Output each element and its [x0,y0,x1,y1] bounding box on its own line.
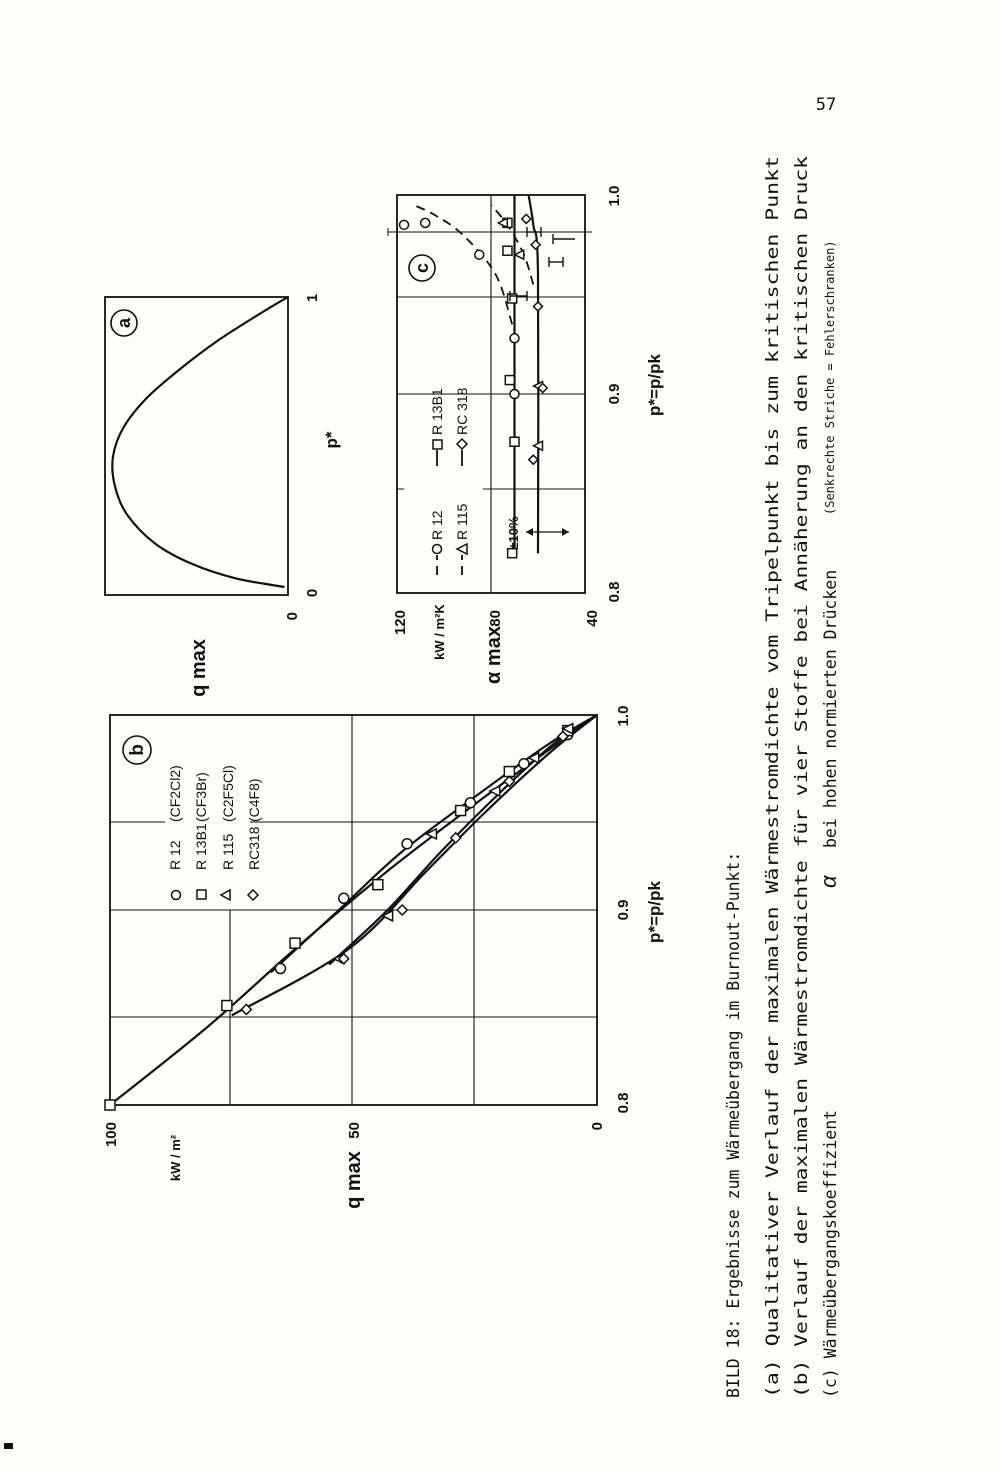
data-point-r13b1 [505,376,514,385]
data-point-rc318 [531,240,540,249]
data-point-r12 [421,218,430,227]
fit-curve-rc318 [232,715,597,1015]
data-point-r12 [275,964,285,974]
data-point-r13b1 [105,1100,115,1110]
panel-b-ytick-0: 0 [589,1122,606,1131]
panel-b-xtick-08: 0.8 [615,1092,632,1114]
legend-r115-marker [221,890,230,900]
panel-a-label: a [114,317,134,329]
legend-r13b1-name: R 13B1 [429,388,445,435]
panel-a-xtick-0: 0 [304,588,321,598]
scan-mark [4,1443,13,1449]
panel-a-ytick-0: 0 [284,612,301,621]
panel-a-curve [112,297,288,587]
panel-b-yunit: kW / m² [168,1134,183,1182]
panel-c-band-label: ±10% [506,516,521,550]
caption-alpha-symbol: α [816,875,841,888]
legend-r115-formula: (C2F5Cl) [220,765,236,822]
panel-c-xtick-10: 1.0 [606,185,623,207]
caption-title: BILD 18: Ergebnisse zum Wärmeübergang im Burnout-Punkt: [724,851,743,1398]
data-point-r13b1 [503,246,512,255]
panel-c-xlabel: p*=p/pk [645,354,664,416]
panel-c-label: c [412,262,432,274]
data-point-rc318 [529,455,538,464]
caption-line-c-rest: bei hohen normierten Drücken [821,569,840,848]
data-point-r13b1 [373,880,383,890]
data-point-r13b1 [510,437,519,446]
data-point-rc318 [397,905,407,915]
legend-r12-name: R 12 [429,510,445,540]
legend-rc318-name: RC 318 [454,387,470,435]
panel-b-xtick-09: 0.9 [615,899,632,921]
data-point-r12 [402,839,412,849]
data-point-r12 [339,893,349,903]
panel-a-xtick-1: 1 [304,293,321,303]
panel-c-ytick-120: 120 [392,610,409,636]
data-point-r12 [519,759,529,769]
caption-line-c-main: (c) Wärmeübergangskoeffizient [821,1109,840,1398]
legend-r13b1-formula: (CF3Br) [193,772,209,822]
legend-r13b1-marker [433,440,442,449]
panel-c-xtick-09: 0.9 [606,383,623,405]
panel-b-ytick-100: 100 [103,1122,120,1148]
data-point-rc318 [522,214,531,223]
data-point-rc318 [534,302,543,311]
panel-b-ytick-50: 50 [346,1122,363,1139]
panel-a-ylabel: q max [188,639,210,697]
legend-r13b1-name: R 13B1 [193,823,209,870]
data-point-r13b1 [222,1001,232,1011]
data-point-r12 [510,334,519,343]
data-point-r115 [515,250,524,259]
panel-a-xlabel: p* [322,431,341,449]
legend-r12-formula: (CF2Cl2) [167,765,183,822]
caption-line-b: (b) Verlauf der maximalen Wärmestromdichte für vier Stoffe bei Annäherung an den kritischen Druck [792,434,811,1398]
data-point-r13b1 [290,938,300,948]
data-point-r12 [400,220,409,229]
legend-r12-marker [172,891,181,900]
legend-rc318-name: RC318 [246,826,262,870]
panel-c-ytick-40: 40 [584,610,601,627]
data-point-r12 [475,250,484,259]
band-arrow [526,528,533,536]
panel-b-xtick-10: 1.0 [615,705,632,727]
panel-b-ylabel: q max [343,1151,365,1209]
panel-b-label: b [127,744,148,756]
band-arrow [562,528,569,536]
data-point-r12 [465,798,475,808]
caption-line-c-note: (Senkrechte Striche = Fehlerschranken) [823,240,837,515]
data-point-r115 [490,786,500,796]
caption-line-a: (a) Qualitativer Verlauf der maximalen Wärmestromdichte vom Tripelpunkt bis zum kritischen Punkt [763,444,782,1398]
data-point-r13b1 [504,767,514,777]
data-point-r12 [510,390,519,399]
legend-rc318-formula: (C4F8) [246,778,262,822]
data-point-r13b1 [456,806,466,816]
legend-r12-marker [433,545,442,554]
legend-r115-name: R 115 [220,833,236,870]
panel-b-xlabel: p*=p/pk [645,881,664,943]
legend-rc318-marker [248,890,258,900]
panel-a-frame [105,297,288,595]
legend-r115-name: R 115 [454,503,470,540]
legend-r13b1-marker [197,890,206,899]
fit-curve-r115 [329,715,597,965]
legend-r12-name: R 12 [167,840,183,870]
page-number: 57 [815,95,837,115]
panel-c-yunit: kW / m²K [432,604,447,660]
panel-c-band-marker [526,528,569,536]
panel-c-ytick-80: 80 [487,610,504,627]
panel-c-ylabel: α max [483,626,505,684]
panel-c-xtick-08: 0.8 [606,581,623,603]
